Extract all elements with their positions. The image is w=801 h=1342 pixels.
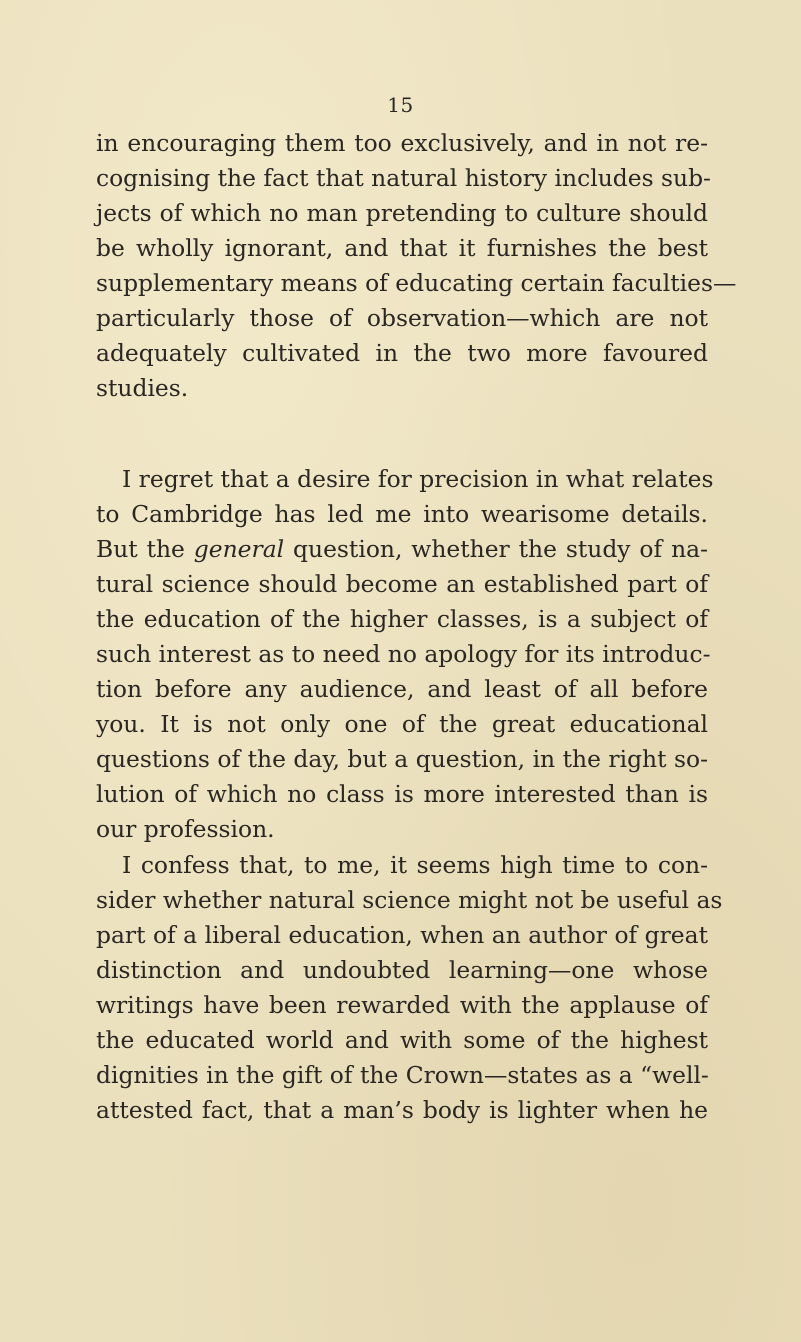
text-line: lution of which no class is more interested than is [96,780,708,808]
text-line: be wholly ignorant, and that it furnishes the best [96,234,708,262]
text-line: jects of which no man pretending to culture should [96,199,708,227]
text-line: questions of the day, but a question, in the right so- [96,745,708,773]
text-line: you. It is not only one of the great educational [96,710,708,738]
emphasized-word: general [193,535,285,563]
text-line: in encouraging them too exclusively, and in not re- [96,129,708,157]
text-line: to Cambridge has led me into wearisome details. [96,500,708,528]
text-line: cognising the fact that natural history includes sub- [96,164,711,192]
text-line: sider whether natural science might not be useful as [96,886,723,914]
text-fragment: But the [96,535,194,563]
text-line: the educated world and with some of the highest [96,1026,708,1054]
text-line: adequately cultivated in the two more favoured [96,339,708,367]
text-line: I regret that a desire for precision in what relates [122,465,714,493]
text-fragment: question, whether the study of na- [284,535,708,563]
text-line: our profession. [96,815,275,843]
text-line: I confess that, to me, it seems high time to con- [122,851,708,879]
text-line-with-emphasis [96,534,708,564]
text-line: attested fact, that a man’s body is lighter when he [96,1096,708,1124]
text-line: distinction and undoubted learning—one whose [96,956,708,984]
text-line: tion before any audience, and least of all before [96,675,708,703]
text-line: studies. [96,374,189,402]
text-line: particularly those of observation—which are not [96,304,708,332]
text-line: tural science should become an established part of [96,570,708,598]
text-line: writings have been rewarded with the applause of [96,991,708,1019]
text-line: dignities in the gift of the Crown—states as a “well- [96,1061,709,1089]
page-number: 15 [387,93,414,117]
text-line: the education of the higher classes, is a subject of [96,605,708,633]
text-line: part of a liberal education, when an author of great [96,921,708,949]
text-line: such interest as to need no apology for its introduc- [96,640,711,668]
text-line: supplementary means of educating certain faculties— [96,269,737,297]
